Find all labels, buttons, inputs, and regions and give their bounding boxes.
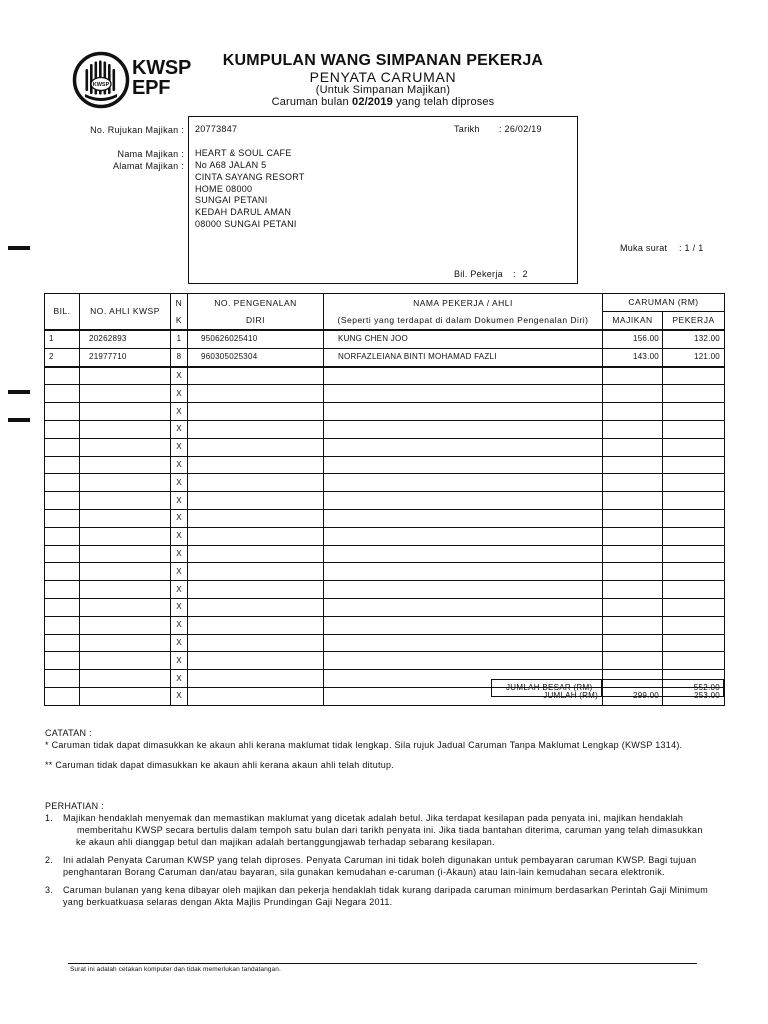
footer-divider: [68, 963, 697, 964]
cell-ic: [188, 670, 324, 688]
table-row: [45, 403, 725, 421]
cell-ic: [188, 652, 324, 670]
col-header-ic-top: NO. PENGENALAN: [214, 297, 297, 308]
col-header-name-bottom: (Seperti yang terdapat di dalam Dokumen Pengenalan Diri): [337, 314, 589, 325]
cell-ic: [188, 634, 324, 652]
cell-nk: X: [171, 438, 188, 456]
logo-mark-text: KWSP: [92, 82, 110, 88]
cell-pekerja: [663, 634, 725, 652]
logo-kwsp-text: KWSP: [132, 57, 192, 79]
cell-ic: 950626025410: [188, 330, 324, 348]
perhatian-line: penghantaran Borang Caruman dan/atau bayaran, sila gunakan kemudahan e-caruman (i-Akaun) atau lain-lain kemudahan secara elektronik.: [63, 867, 665, 877]
grand-total-label: JUMLAH BESAR (RM): [492, 680, 602, 696]
cell-no-ahli: [80, 492, 171, 510]
cell-pekerja: 132.00: [663, 330, 725, 348]
employer-ref-value: 20773847: [195, 124, 238, 134]
cell-name: [324, 474, 603, 492]
cell-ic: [188, 527, 324, 545]
employer-info-box: [188, 116, 578, 284]
worker-count-label: Bil. Pekerja: [454, 269, 503, 279]
cell-name: [324, 509, 603, 527]
cell-majikan: [603, 545, 663, 563]
page-number-label: Muka surat: [620, 243, 668, 253]
table-row: [45, 509, 725, 527]
cell-name: [324, 545, 603, 563]
cell-nk: X: [171, 598, 188, 616]
cell-no-ahli: [80, 527, 171, 545]
col-header-bil: BIL.: [45, 294, 80, 331]
col-header-name: [324, 294, 603, 331]
cell-bil: [45, 367, 80, 385]
cell-name: [324, 403, 603, 421]
total-pekerja: 253.00: [663, 687, 725, 705]
logo-epf-text: EPF: [132, 77, 171, 99]
cell-name: [324, 420, 603, 438]
total-majikan: 299.00: [603, 687, 663, 705]
cell-bil: [45, 509, 80, 527]
kwsp-emblem-icon: [71, 50, 131, 110]
cell-majikan: [603, 527, 663, 545]
perhatian-number: 1.: [45, 813, 54, 823]
cell-nk: X: [171, 456, 188, 474]
cell-ic: [188, 581, 324, 599]
catatan-note: * Caruman tidak dapat dimasukkan ke akaun ahli kerana maklumat tidak lengkap. Sila rujuk Jadual Caruman Tanpa Maklumat Lengkap (KWSP 1314).: [45, 740, 683, 750]
cell-nk: X: [171, 385, 188, 403]
perhatian-number: 3.: [45, 885, 54, 895]
perhatian-line: Caruman bulanan yang kena dibayar oleh majikan dan pekerja hendaklah tidak kurang daripada caruman minimum berdasarkan Perintah Gaji Minimum: [63, 885, 709, 895]
cell-ic: [188, 385, 324, 403]
perhatian-title: PERHATIAN :: [45, 801, 104, 811]
document-note: (Untuk Simpanan Majikan): [315, 84, 451, 96]
cell-name: NORFAZLEIANA BINTI MOHAMAD FAZLI: [324, 348, 603, 366]
table-row: [45, 598, 725, 616]
cell-pekerja: [663, 385, 725, 403]
table-row: [45, 330, 725, 348]
cell-majikan: [603, 509, 663, 527]
cell-bil: [45, 420, 80, 438]
cell-nk: X: [171, 367, 188, 385]
page-title: KUMPULAN WANG SIMPANAN PEKERJA: [222, 52, 544, 69]
date-label: Tarikh: [454, 124, 480, 134]
cell-bil: 2: [45, 348, 80, 366]
footer-disclaimer: Surat ini adalah cetakan komputer dan tidak memerlukan tandatangan.: [70, 966, 281, 973]
perhatian-line: yang berkuatkuasa selaras dengan Akta Majlis Prundingan Gaji Negara 2011.: [63, 897, 393, 907]
cell-bil: [45, 492, 80, 510]
cell-nk: X: [171, 687, 188, 705]
cell-no-ahli: [80, 634, 171, 652]
employer-address-label: Alamat Majikan :: [112, 161, 184, 171]
contribution-period: [183, 96, 583, 109]
cell-no-ahli: [80, 403, 171, 421]
cell-majikan: [603, 403, 663, 421]
cell-pekerja: [663, 492, 725, 510]
period-suffix: yang telah diproses: [396, 96, 495, 108]
cell-pekerja: [663, 403, 725, 421]
cell-pekerja: [663, 367, 725, 385]
table-row: [45, 492, 725, 510]
cell-pekerja: [663, 581, 725, 599]
worker-count-value: : 2: [513, 269, 528, 279]
cell-pekerja: [663, 420, 725, 438]
table-row: [45, 456, 725, 474]
col-header-majikan: MAJIKAN: [603, 312, 663, 331]
cell-ic: [188, 598, 324, 616]
table-row: [45, 581, 725, 599]
scan-mark: [8, 390, 30, 394]
col-header-caruman: CARUMAN (RM): [603, 294, 725, 312]
cell-no-ahli: [80, 438, 171, 456]
cell-nk: X: [171, 509, 188, 527]
cell-pekerja: [663, 509, 725, 527]
table-row: [45, 367, 725, 385]
cell-name: [324, 581, 603, 599]
cell-bil: [45, 652, 80, 670]
cell-no-ahli: [80, 456, 171, 474]
cell-pekerja: [663, 563, 725, 581]
perhatian-line: Ini adalah Penyata Caruman KWSP yang telah diproses. Penyata Caruman ini tidak boleh digunakan untuk pembayaran caruman KWSP. Bagi tujuan: [63, 855, 697, 865]
cell-no-ahli: 21977710: [80, 348, 171, 366]
address-line: CINTA SAYANG RESORT: [195, 172, 305, 182]
address-line: No A68 JALAN 5: [195, 160, 267, 170]
cell-name: [324, 598, 603, 616]
address-line: 08000 SUNGAI PETANI: [195, 219, 297, 229]
cell-name: [324, 367, 603, 385]
cell-majikan: [603, 616, 663, 634]
cell-ic: [188, 438, 324, 456]
cell-majikan: [603, 652, 663, 670]
cell-bil: [45, 545, 80, 563]
cell-nk: X: [171, 670, 188, 688]
cell-bil: [45, 616, 80, 634]
cell-no-ahli: [80, 563, 171, 581]
table-row: [45, 348, 725, 366]
cell-bil: [45, 456, 80, 474]
period-prefix: Caruman bulan: [271, 96, 349, 108]
cell-pekerja: [663, 474, 725, 492]
col-header-nk-bottom: K: [175, 314, 183, 325]
cell-name: [324, 438, 603, 456]
cell-bil: [45, 474, 80, 492]
cell-no-ahli: [80, 420, 171, 438]
document-subtitle: PENYATA CARUMAN: [309, 69, 457, 85]
table-row: [45, 420, 725, 438]
catatan-note: ** Caruman tidak dapat dimasukkan ke akaun ahli kerana akaun ahli telah ditutup.: [45, 760, 395, 770]
cell-pekerja: [663, 616, 725, 634]
cell-majikan: [603, 420, 663, 438]
cell-majikan: [603, 492, 663, 510]
cell-majikan: [603, 598, 663, 616]
cell-majikan: [603, 385, 663, 403]
cell-majikan: 143.00: [603, 348, 663, 366]
table-header-row: [45, 294, 725, 312]
cell-majikan: [603, 438, 663, 456]
cell-pekerja: 121.00: [663, 348, 725, 366]
cell-majikan: [603, 456, 663, 474]
cell-bil: [45, 438, 80, 456]
cell-ic: 960305025304: [188, 348, 324, 366]
cell-ic: [188, 687, 324, 705]
period-value: 02/2019: [352, 96, 393, 108]
cell-ic: [188, 492, 324, 510]
cell-no-ahli: [80, 509, 171, 527]
cell-name: [324, 456, 603, 474]
cell-name: [324, 492, 603, 510]
address-line: HEART & SOUL CAFE: [195, 148, 292, 158]
cell-name: [324, 563, 603, 581]
cell-ic: [188, 367, 324, 385]
cell-bil: [45, 385, 80, 403]
cell-name: [324, 527, 603, 545]
cell-nk: X: [171, 403, 188, 421]
perhatian-line: ke akaun ahli dianggap betul dan majikan adalah bertanggungjawab terhadap sebarang kesilapan.: [76, 837, 495, 847]
table-row: [45, 634, 725, 652]
cell-nk: X: [171, 492, 188, 510]
col-header-pekerja: PEKERJA: [663, 312, 725, 331]
col-header-nk-top: N: [175, 297, 183, 308]
cell-majikan: [603, 367, 663, 385]
cell-bil: [45, 563, 80, 581]
cell-nk: X: [171, 545, 188, 563]
cell-pekerja: [663, 545, 725, 563]
cell-nk: 8: [171, 348, 188, 366]
table-row: [45, 545, 725, 563]
col-header-name-top: NAMA PEKERJA / AHLI: [413, 297, 513, 308]
cell-ic: [188, 616, 324, 634]
cell-nk: X: [171, 420, 188, 438]
cell-no-ahli: [80, 598, 171, 616]
cell-majikan: [603, 474, 663, 492]
cell-name: [324, 652, 603, 670]
cell-no-ahli: [80, 367, 171, 385]
cell-name: KUNG CHEN JOO: [324, 330, 603, 348]
table-row: [45, 474, 725, 492]
cell-name: [324, 616, 603, 634]
cell-ic: [188, 456, 324, 474]
cell-no-ahli: [80, 385, 171, 403]
cell-nk: X: [171, 581, 188, 599]
cell-bil: 1: [45, 330, 80, 348]
perhatian-line: memberitahu KWSP secara bertulis dalam tempoh satu bulan dari tarikh penyata ini. Jika tiada bantahan diterima, caruman yang telah dimasukkan: [77, 825, 703, 835]
cell-ic: [188, 563, 324, 581]
cell-name: [324, 385, 603, 403]
cell-ic: [188, 474, 324, 492]
catatan-title: CATATAN :: [45, 728, 92, 738]
cell-bil: [45, 687, 80, 705]
cell-bil: [45, 403, 80, 421]
table-row: [45, 652, 725, 670]
cell-majikan: [603, 581, 663, 599]
cell-bil: [45, 634, 80, 652]
cell-name: [324, 634, 603, 652]
cell-pekerja: [663, 438, 725, 456]
cell-ic: [188, 545, 324, 563]
cell-no-ahli: [80, 670, 171, 688]
cell-bil: [45, 598, 80, 616]
address-line: HOME 08000: [195, 184, 253, 194]
table-row: [45, 527, 725, 545]
cell-bil: [45, 670, 80, 688]
address-line: KEDAH DARUL AMAN: [195, 207, 292, 217]
cell-pekerja: [663, 527, 725, 545]
cell-bil: [45, 527, 80, 545]
cell-ic: [188, 403, 324, 421]
cell-nk: X: [171, 616, 188, 634]
cell-pekerja: [663, 598, 725, 616]
address-line: SUNGAI PETANI: [195, 195, 268, 205]
cell-nk: 1: [171, 330, 188, 348]
page-number-value: : 1 / 1: [679, 243, 704, 253]
cell-no-ahli: [80, 474, 171, 492]
col-header-ic: [188, 294, 324, 331]
kwsp-logo: [71, 50, 131, 110]
table-row: [45, 438, 725, 456]
cell-ic: [188, 509, 324, 527]
col-header-nk: [171, 294, 188, 331]
cell-ic: [188, 420, 324, 438]
employer-name-label: Nama Majikan :: [117, 149, 184, 159]
grand-total-value: 552.00: [693, 683, 720, 692]
cell-nk: X: [171, 652, 188, 670]
perhatian-line: Majikan hendaklah menyemak dan memastikan maklumat yang dicetak adalah betul. Jika terdapat kesilapan pada penyata ini, majikan hendaklah: [63, 813, 684, 823]
perhatian-number: 2.: [45, 855, 54, 865]
cell-pekerja: [663, 456, 725, 474]
cell-nk: X: [171, 563, 188, 581]
cell-no-ahli: [80, 581, 171, 599]
scan-mark: [8, 246, 30, 250]
date-value: : 26/02/19: [499, 124, 542, 134]
grand-total-box: [491, 679, 724, 697]
cell-no-ahli: [80, 652, 171, 670]
cell-majikan: 156.00: [603, 330, 663, 348]
table-row: [45, 616, 725, 634]
cell-no-ahli: [80, 616, 171, 634]
cell-bil: [45, 581, 80, 599]
contribution-table: [44, 293, 725, 706]
cell-no-ahli: 20262893: [80, 330, 171, 348]
total-label: JUMLAH (RM): [324, 687, 603, 705]
cell-nk: X: [171, 634, 188, 652]
cell-majikan: [603, 563, 663, 581]
table-header: [45, 294, 725, 331]
table-body: [45, 330, 725, 687]
col-header-ic-bottom: DIRI: [246, 314, 265, 325]
col-header-no-ahli: NO. AHLI KWSP: [80, 294, 171, 331]
cell-majikan: [603, 634, 663, 652]
cell-no-ahli: [80, 687, 171, 705]
cell-pekerja: [663, 652, 725, 670]
cell-nk: X: [171, 527, 188, 545]
cell-nk: X: [171, 474, 188, 492]
table-row: [45, 385, 725, 403]
employer-ref-label: No. Rujukan Majikan :: [90, 125, 184, 135]
scan-mark: [8, 418, 30, 422]
table-row: [45, 563, 725, 581]
cell-no-ahli: [80, 545, 171, 563]
